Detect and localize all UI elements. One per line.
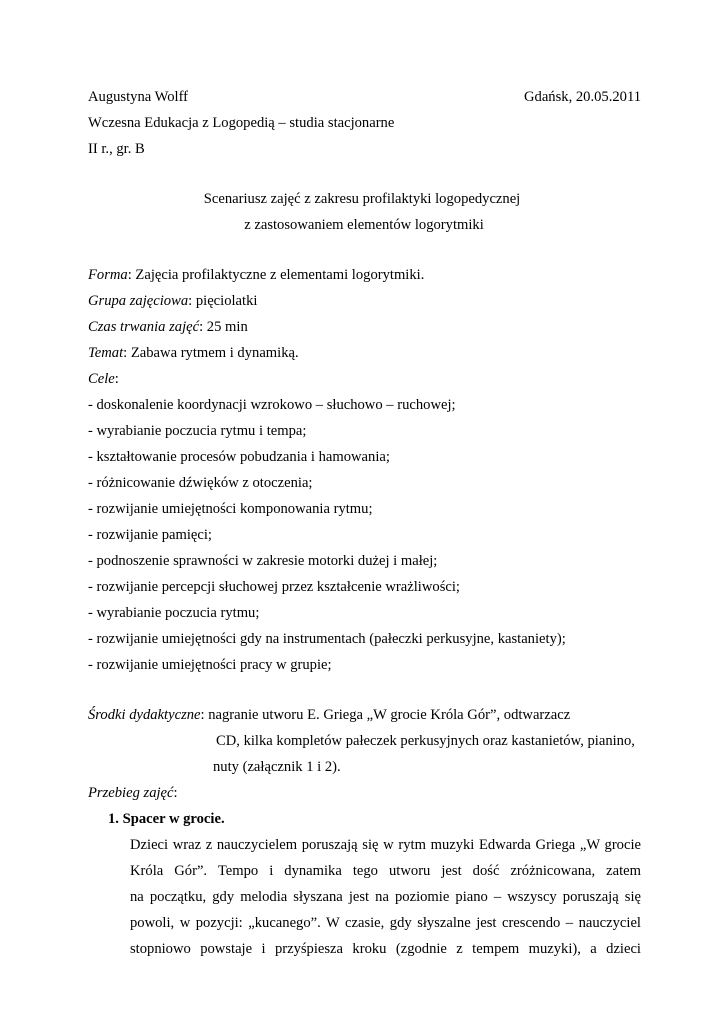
goal-item: - rozwijanie umiejętności gdy na instrumentach (pałeczki perkusyjne, kastaniety);	[88, 631, 566, 647]
field-cele	[88, 370, 119, 388]
goal-item: - wyrabianie poczucia rytmu;	[88, 605, 260, 621]
goal-item: - rozwijanie umiejętności pracy w grupie;	[88, 657, 332, 673]
field-czas-value: : 25 min	[199, 319, 248, 335]
goal-item: - rozwijanie percepcji słuchowej przez kształcenie wrażliwości;	[88, 579, 460, 595]
section-1-title: 1. Spacer w grocie.	[108, 811, 225, 827]
goal-item: - podnoszenie sprawności w zakresie motorki dużej i małej;	[88, 553, 438, 569]
course-name: Wczesna Edukacja z Logopedią – studia stacjonarne	[88, 115, 395, 131]
field-temat	[88, 344, 299, 362]
field-czas	[88, 318, 248, 336]
field-forma	[88, 266, 424, 284]
srodki-text-1: : nagranie utworu E. Griega „W grocie Króla Gór”, odtwarzacz	[200, 707, 571, 723]
goal-item: - kształtowanie procesów pobudzania i hamowania;	[88, 449, 390, 465]
przebieg-label: Przebieg zajęć	[88, 785, 174, 801]
field-grupa-label: Grupa zajęciowa	[88, 293, 189, 309]
srodki-line-1	[88, 706, 570, 724]
field-forma-label: Forma	[88, 267, 128, 283]
goal-item: - różnicowanie dźwięków z otoczenia;	[88, 475, 313, 491]
przebieg-colon: :	[173, 785, 178, 801]
title-line-1: Scenariusz zajęć z zakresu profilaktyki logopedycznej	[203, 191, 521, 207]
group-info: II r., gr. B	[88, 141, 145, 157]
place-date: Gdańsk, 20.05.2011	[523, 89, 641, 105]
section-1-line: powoli, w pozycji: „kucanego”. W czasie, gdy słyszalne jest crescendo – nauczyciel	[130, 915, 641, 931]
goal-item: - rozwijanie umiejętności komponowania rytmu;	[88, 501, 373, 517]
field-grupa-value: : pięciolatki	[188, 293, 258, 309]
srodki-line-3: nuty (załącznik 1 i 2).	[213, 759, 341, 775]
field-forma-value: : Zajęcia profilaktyczne z elementami logorytmiki.	[127, 267, 425, 283]
goal-item: - rozwijanie pamięci;	[88, 527, 212, 543]
section-1-heading	[108, 810, 225, 828]
field-temat-label: Temat	[88, 345, 124, 361]
field-temat-value: : Zabawa rytmem i dynamiką.	[123, 345, 299, 361]
author-name: Augustyna Wolff	[88, 89, 189, 105]
goal-item: - wyrabianie poczucia rytmu i tempa;	[88, 423, 307, 439]
section-1-line: Króla Gór”. Tempo i dynamika tego utworu jest dość zróżnicowana, zatem	[130, 863, 641, 879]
srodki-line-2: CD, kilka kompletów pałeczek perkusyjnych oraz kastanietów, pianino,	[216, 733, 635, 749]
section-1-line: stopniowo powstaje i przyśpiesza kroku (zgodnie z tempem muzyki), a dzieci	[130, 941, 641, 957]
title-line-2: z zastosowaniem elementów logorytmiki	[244, 217, 484, 233]
field-cele-value: :	[114, 371, 119, 387]
field-grupa	[88, 292, 257, 310]
section-1-line: Dzieci wraz z nauczycielem poruszają się w rytm muzyki Edwarda Griega „W grocie	[130, 837, 641, 853]
field-czas-label: Czas trwania zajęć	[88, 319, 200, 335]
srodki-label: Środki dydaktyczne	[88, 707, 201, 723]
section-1-line: na początku, gdy melodia słyszana jest na poziomie piano – wszyscy poruszają się	[130, 889, 641, 905]
goal-item: - doskonalenie koordynacji wzrokowo – słuchowo – ruchowej;	[88, 397, 456, 413]
field-cele-label: Cele	[88, 371, 115, 387]
przebieg-heading	[88, 784, 178, 802]
